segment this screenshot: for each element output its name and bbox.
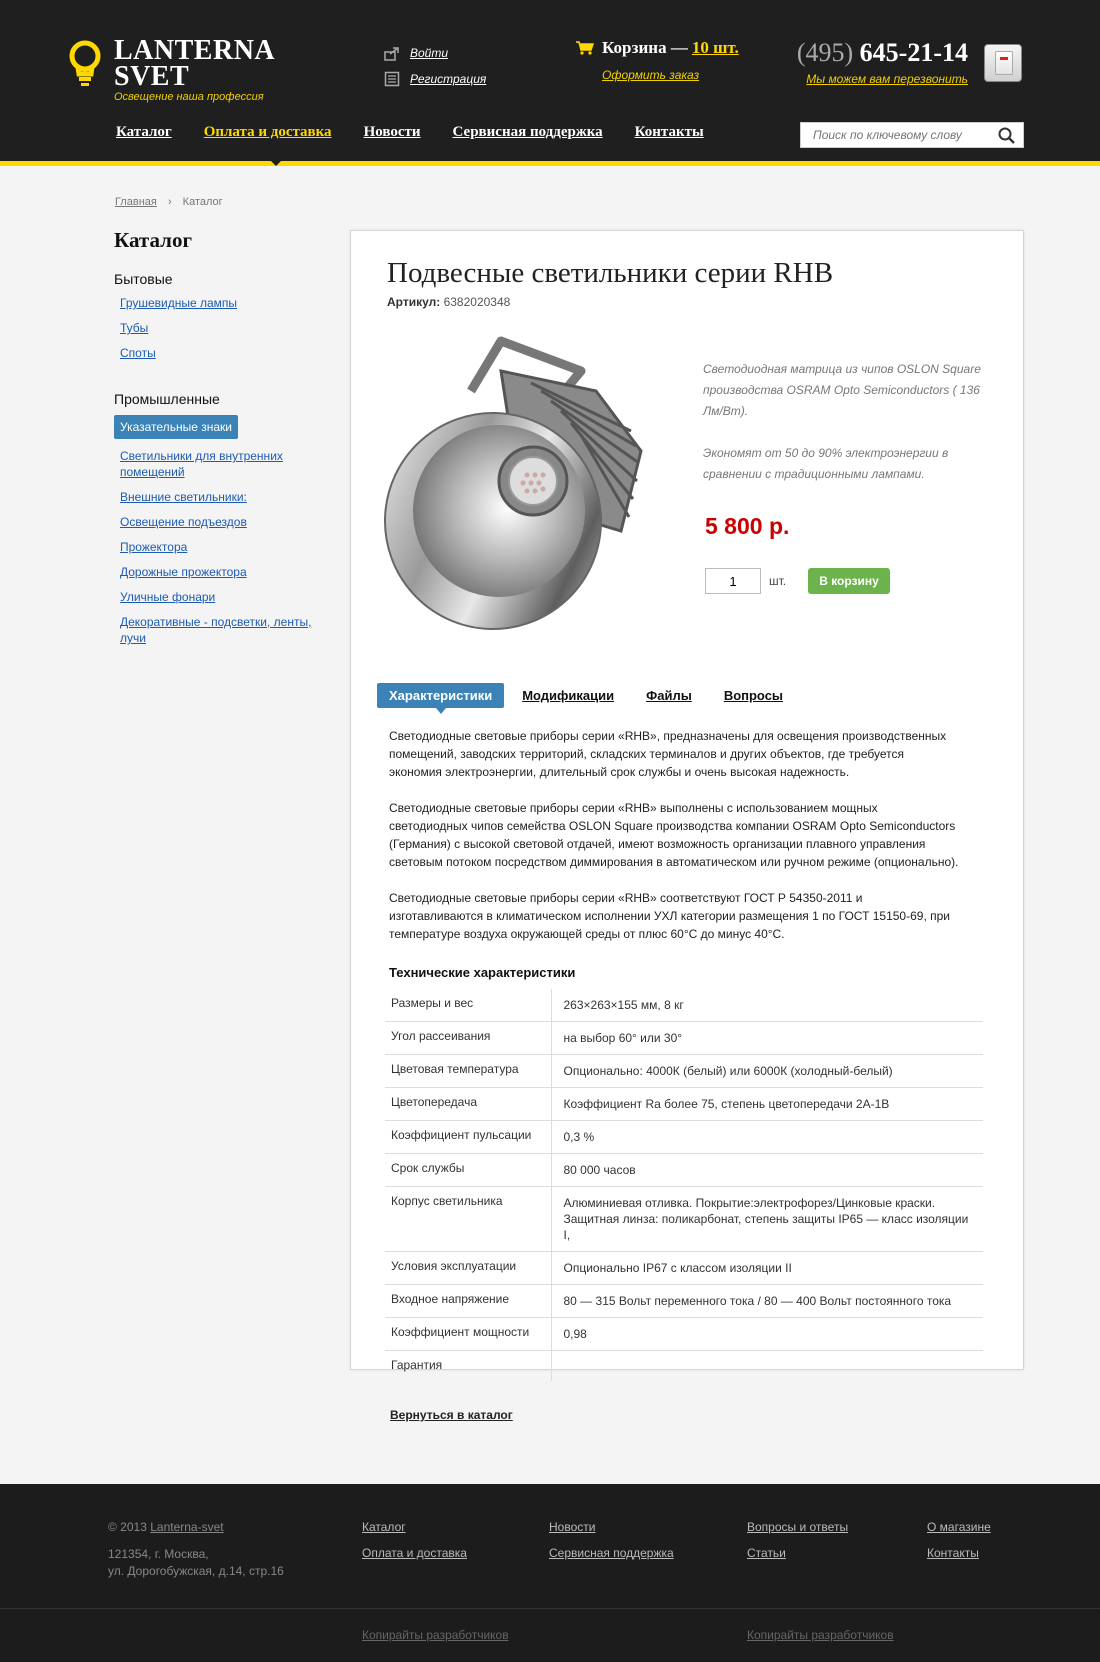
sidebar-item-floodlights[interactable]: Прожектора <box>120 540 188 554</box>
sidebar-item-decorative[interactable]: Декоративные - подсветки, ленты, лучи <box>120 615 312 645</box>
sidebar-item-tubes[interactable]: Тубы <box>120 321 149 335</box>
checkout-link[interactable]: Оформить заказ <box>602 68 700 82</box>
footer-col-4 <box>927 1520 991 1572</box>
search-icon[interactable] <box>998 127 1015 144</box>
main-nav <box>116 124 736 141</box>
spec-key: Угол рассеивания <box>385 1022 551 1055</box>
spec-value: 80 — 315 Вольт переменного тока / 80 — 400 Вольт постоянного тока <box>551 1285 983 1318</box>
sidebar-item-road-floodlights[interactable]: Дорожные прожектора <box>120 565 247 579</box>
lightbulb-logo-icon <box>68 40 102 88</box>
callback-link[interactable]: Мы можем вам перезвонить <box>806 72 968 86</box>
footer-divider <box>0 1608 1100 1609</box>
sidebar-group-household: Бытовые <box>114 271 173 287</box>
address-line1: 121354, г. Москва, <box>108 1547 209 1561</box>
sidebar-item-street-lamps[interactable]: Уличные фонари <box>120 590 216 604</box>
spec-value: 80 000 часов <box>551 1154 983 1187</box>
spec-key: Размеры и вес <box>385 989 551 1022</box>
spec-value <box>551 1187 983 1252</box>
footer-copyright <box>108 1520 224 1534</box>
breadcrumb-current: Каталог <box>182 196 223 208</box>
spec-key: Корпус светильника <box>385 1187 551 1252</box>
spec-value: 0,98 <box>551 1318 983 1351</box>
copyright-year: © 2013 <box>108 1520 147 1534</box>
breadcrumb-separator: › <box>167 196 172 208</box>
catalog-sidebar <box>114 228 314 655</box>
footer-col-2 <box>549 1520 674 1572</box>
product-price: 5 800 р. <box>705 513 790 539</box>
light-switch-icon[interactable] <box>984 44 1022 82</box>
phone-code: (495) <box>796 38 854 67</box>
table-row <box>385 1252 983 1285</box>
table-row <box>385 1022 983 1055</box>
logo-line2: SVET <box>114 61 190 92</box>
phone-number <box>794 38 968 68</box>
footer-site-link[interactable]: Lanterna-svet <box>150 1520 224 1534</box>
specs-table <box>385 989 983 1381</box>
nav-contacts[interactable]: Контакты <box>634 124 704 140</box>
cart-count-link[interactable]: 10 шт. <box>691 38 739 57</box>
search-box <box>800 122 1024 148</box>
spec-value: на выбор 60° или 30° <box>551 1022 983 1055</box>
table-row <box>385 1187 983 1252</box>
footer-link-contacts[interactable]: Контакты <box>927 1546 979 1560</box>
product-desc-1: Светодиодная матрица из чипов OSLON Square производства OSRAM Opto Semiconductors ( 136 Лм/Вт). <box>703 362 981 418</box>
product-title: Подвесные светильники серии RHB <box>387 257 834 289</box>
table-row <box>385 1318 983 1351</box>
cart-icon <box>576 41 594 55</box>
product-image[interactable] <box>381 331 661 631</box>
table-row <box>385 1088 983 1121</box>
table-row <box>385 1351 983 1382</box>
product-description <box>389 727 959 961</box>
spec-key: Коэффициент пульсации <box>385 1121 551 1154</box>
footer-link-support[interactable]: Сервисная поддержка <box>549 1546 674 1560</box>
developer-credits-link-1[interactable]: Копирайты разработчиков <box>362 1628 509 1642</box>
spec-value: 0,3 % <box>551 1121 983 1154</box>
table-row <box>385 1121 983 1154</box>
cart-label: Корзина — <box>602 38 688 57</box>
logo-line1: LANTERNA <box>114 35 276 66</box>
spec-key: Цветопередача <box>385 1088 551 1121</box>
quantity-input[interactable] <box>705 568 761 594</box>
logo-tagline: Освещение наша профессия <box>114 91 264 103</box>
register-link[interactable]: Регистрация <box>410 72 487 86</box>
site-header <box>0 0 1100 166</box>
spec-value: Опционально: 4000К (белый) или 6000К (холодный-белый) <box>551 1055 983 1088</box>
account-links <box>384 40 486 92</box>
product-card <box>350 230 1024 1370</box>
back-to-catalog-link[interactable]: Вернуться в каталог <box>390 1408 513 1422</box>
tab-specifications[interactable]: Характеристики <box>377 683 504 708</box>
spec-key: Цветовая температура <box>385 1055 551 1088</box>
footer-link-payment[interactable]: Оплата и доставка <box>362 1546 467 1560</box>
spec-value: Коэффициент Ra более 75, степень цветопередачи 2А-1В <box>551 1088 983 1121</box>
tab-questions[interactable]: Вопросы <box>723 688 784 703</box>
description-paragraph-1: Светодиодные световые приборы серии «RHB», предназначены для освещения производственных помещений, заводских территорий, складских терминалов и других объектов, где требуется экономия электроэнергии, длительный срок службы и очень высокая надежность. <box>389 729 947 779</box>
active-nav-pointer <box>270 160 282 166</box>
table-row <box>385 1285 983 1318</box>
sidebar-group-industrial: Промышленные <box>114 391 220 407</box>
sidebar-item-sign-lights[interactable]: Указательные знаки <box>114 415 238 439</box>
description-paragraph-2: Светодиодные световые приборы серии «RHB» выполнены с использованием мощных светодиодных чипов семейства OSLON Square производства компании OSRAM Opto Semiconductors (Германия) с высокой световой отдачей, имеют возможность организации плавного управления световым потоком посредством диммирования в автоматическом или ручном режиме (опционально). <box>389 801 959 869</box>
login-arrow-icon <box>384 45 400 61</box>
spec-value: 263×263×155 мм, 8 кг <box>551 989 983 1022</box>
site-footer <box>0 1484 1100 1662</box>
footer-link-catalog[interactable]: Каталог <box>362 1520 406 1534</box>
spec-key: Входное напряжение <box>385 1285 551 1318</box>
phone-block <box>794 38 968 86</box>
footer-link-faq[interactable]: Вопросы и ответы <box>747 1520 849 1534</box>
spec-key: Срок службы <box>385 1154 551 1187</box>
sidebar-item-indoor[interactable]: Светильники для внутренних помещений <box>120 449 283 479</box>
footer-address <box>108 1546 284 1580</box>
tab-files[interactable]: Файлы <box>646 688 692 703</box>
nav-payment-delivery[interactable]: Оплата и доставка <box>203 124 332 140</box>
product-sku <box>387 295 510 309</box>
industrial-list <box>114 415 314 646</box>
footer-link-news[interactable]: Новости <box>549 1520 596 1534</box>
description-paragraph-3: Светодиодные световые приборы серии «RHB» соответствуют ГОСТ Р 54350-2011 и изготавливаются в климатическом исполнении УХЛ категории размещения 1 по ГОСТ 15150-69, при температуре воздуха окружающей среды от плюс 60°С до минус 40°С. <box>389 891 950 941</box>
footer-link-articles[interactable]: Статьи <box>747 1546 786 1560</box>
search-input[interactable] <box>801 123 991 147</box>
sku-label: Артикул: <box>387 295 441 309</box>
table-row <box>385 1154 983 1187</box>
breadcrumb-home[interactable]: Главная <box>115 196 157 208</box>
sidebar-item-entrance[interactable]: Освещение подъездов <box>120 515 247 529</box>
spec-value-line1: Алюминиевая отливка. Покрытие:электрофорез/Цинковые краски. <box>563 1196 936 1210</box>
developer-credits-link-2[interactable]: Копирайты разработчиков <box>747 1628 894 1642</box>
register-form-icon <box>384 71 400 87</box>
spec-key: Коэффициент мощности <box>385 1318 551 1351</box>
sidebar-title: Каталог <box>114 228 192 252</box>
spec-key: Гарантия <box>391 1358 443 1372</box>
nav-news[interactable]: Новости <box>363 124 421 140</box>
sku-value: 6382020348 <box>443 295 511 309</box>
nav-catalog[interactable]: Каталог <box>116 124 172 140</box>
tab-modifications[interactable]: Модификации <box>522 688 615 703</box>
product-desc-2: Экономят от 50 до 90% электроэнергии в сравнении с традиционными лампами. <box>703 446 949 481</box>
spec-value <box>551 1351 983 1382</box>
specs-heading: Технические характеристики <box>389 965 576 980</box>
login-link[interactable]: Войти <box>410 46 449 60</box>
spec-value-line2: Защитная линза: поликарбонат, степень защиты IP65 — класс изоляции I, <box>563 1212 969 1242</box>
footer-col-1 <box>362 1520 467 1572</box>
footer-col-3 <box>747 1520 848 1572</box>
product-tabs <box>377 683 815 708</box>
quantity-unit: шт. <box>769 574 787 588</box>
table-row <box>385 1055 983 1088</box>
spec-value: Опционально IP67 с классом изоляции II <box>551 1252 983 1285</box>
footer-link-about[interactable]: О магазине <box>927 1520 991 1534</box>
sidebar-item-spots[interactable]: Споты <box>120 346 156 360</box>
sidebar-item-outdoor[interactable]: Внешние светильники: <box>120 490 247 504</box>
breadcrumb <box>115 196 223 208</box>
nav-support[interactable]: Сервисная поддержка <box>452 124 603 140</box>
logo-wordmark[interactable] <box>114 35 276 92</box>
sidebar-item-pear-lamps[interactable]: Грушевидные лампы <box>120 296 238 310</box>
add-to-cart-button[interactable]: В корзину <box>808 568 890 594</box>
cart-widget <box>576 38 739 82</box>
product-short-description <box>703 359 983 506</box>
address-line2: ул. Дорогобужская, д.14, стр.16 <box>108 1564 284 1578</box>
table-row <box>385 989 983 1022</box>
household-list <box>114 295 314 361</box>
spec-key: Условия эксплуатации <box>385 1252 551 1285</box>
phone-digits: 645-21-14 <box>859 38 968 67</box>
